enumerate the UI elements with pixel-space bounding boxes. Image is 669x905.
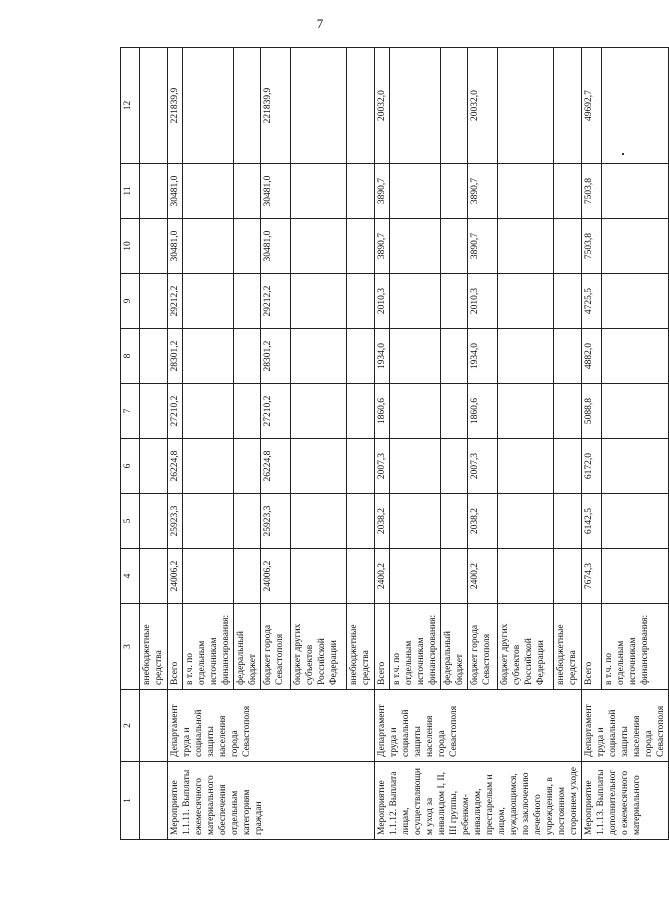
value-cell	[441, 439, 468, 494]
value-cell: 2007,3	[375, 439, 390, 494]
value-cell	[441, 384, 468, 439]
value-cell	[234, 329, 261, 384]
value-cell: 27210,2	[261, 384, 291, 439]
value-cell	[554, 549, 582, 604]
event-cell: Мероприятие 1.1.12. Выплата лицам, осуществляющим уход за инвалидом I, II, III группы, ребенком-инвалидом, престарелым и лицом, нуждающимся, по заключению лечебного учреждения, в постоянном стороннем уходе	[375, 762, 582, 840]
value-cell	[183, 549, 234, 604]
value-cell	[390, 329, 441, 384]
value-cell	[390, 494, 441, 549]
source-cell: в т.ч. по отдельным источникам финансирования:	[183, 604, 234, 690]
value-cell	[234, 219, 261, 274]
table-row	[375, 48, 390, 840]
value-cell	[183, 48, 234, 164]
value-cell	[390, 384, 441, 439]
value-cell	[554, 329, 582, 384]
column-number: 7	[121, 384, 140, 439]
value-cell: 20032,0	[468, 48, 498, 164]
value-cell: 221839,9	[261, 48, 291, 164]
value-cell	[390, 439, 441, 494]
value-cell: 3890,7	[375, 164, 390, 219]
column-number: 3	[121, 604, 140, 690]
value-cell: 28301,2	[168, 329, 183, 384]
executor-cell: Департамент труда и социальной защиты населения города Севастополя	[168, 690, 375, 762]
value-cell	[441, 164, 468, 219]
value-cell: 7674,3	[582, 549, 602, 604]
value-cell	[441, 274, 468, 329]
value-cell: 24006,2	[168, 549, 183, 604]
value-cell: 2038,2	[375, 494, 390, 549]
column-number: 8	[121, 329, 140, 384]
value-cell	[183, 384, 234, 439]
value-cell	[498, 329, 554, 384]
value-cell	[347, 439, 375, 494]
value-cell	[601, 274, 668, 329]
value-cell	[390, 48, 441, 164]
value-cell: 26224,8	[261, 439, 291, 494]
value-cell: 1934,0	[375, 329, 390, 384]
value-cell: 26224,8	[168, 439, 183, 494]
value-cell: 49692,7	[582, 48, 602, 164]
source-cell: внебюджетные средства	[347, 604, 375, 690]
value-cell: 1934,0	[468, 329, 498, 384]
value-cell	[234, 48, 261, 164]
value-cell: 6142,5	[582, 494, 602, 549]
value-cell	[554, 384, 582, 439]
value-cell	[183, 329, 234, 384]
source-cell: в т.ч. по отдельным источникам финансирования:	[601, 604, 668, 690]
value-cell	[554, 439, 582, 494]
value-cell	[183, 439, 234, 494]
value-cell	[554, 164, 582, 219]
value-cell: 1860,6	[468, 384, 498, 439]
value-cell: 2010,3	[468, 274, 498, 329]
value-cell	[390, 219, 441, 274]
value-cell: 4725,5	[582, 274, 602, 329]
event-cell: Мероприятие 1.1.11. Выплаты ежемесячного материального обеспечения отдельным категориям граждан	[168, 762, 375, 840]
executor-cell: Департамент труда и социальной защиты населения города Севастополя	[375, 690, 582, 762]
value-cell	[140, 48, 168, 164]
value-cell	[140, 219, 168, 274]
value-cell	[291, 384, 347, 439]
value-cell	[601, 549, 668, 604]
value-cell	[347, 384, 375, 439]
value-cell	[234, 549, 261, 604]
value-cell	[183, 219, 234, 274]
value-cell: 5088,8	[582, 384, 602, 439]
source-cell: бюджет города Севастополя	[468, 604, 498, 690]
value-cell	[291, 48, 347, 164]
column-number-row	[121, 48, 140, 840]
event-cell: Мероприятие 1.1.13. Выплаты дополнительного ежемесячного материального	[582, 762, 669, 840]
value-cell	[441, 494, 468, 549]
value-cell	[291, 274, 347, 329]
value-cell	[601, 439, 668, 494]
column-number: 12	[121, 48, 140, 164]
value-cell: 6172,0	[582, 439, 602, 494]
value-cell: 4882,0	[582, 329, 602, 384]
value-cell	[140, 494, 168, 549]
value-cell: 28301,2	[261, 329, 291, 384]
value-cell	[441, 549, 468, 604]
value-cell	[390, 274, 441, 329]
value-cell: 3890,7	[468, 164, 498, 219]
source-cell: федеральный бюджет	[234, 604, 261, 690]
value-cell: 221839,9	[168, 48, 183, 164]
value-cell	[291, 329, 347, 384]
value-cell	[140, 274, 168, 329]
value-cell: 7503,8	[582, 219, 602, 274]
value-cell	[291, 549, 347, 604]
value-cell	[140, 439, 168, 494]
value-cell	[554, 494, 582, 549]
value-cell	[554, 219, 582, 274]
source-cell: федеральный бюджет	[441, 604, 468, 690]
value-cell	[347, 274, 375, 329]
value-cell	[554, 48, 582, 164]
event-cell	[140, 762, 168, 840]
value-cell	[347, 549, 375, 604]
value-cell	[441, 329, 468, 384]
value-cell: 3890,7	[375, 219, 390, 274]
value-cell	[601, 494, 668, 549]
source-cell: внебюджетные средства	[140, 604, 168, 690]
value-cell	[140, 164, 168, 219]
value-cell	[291, 219, 347, 274]
value-cell	[234, 494, 261, 549]
value-cell: 1860,6	[375, 384, 390, 439]
carryover-row	[140, 48, 168, 840]
value-cell: 27210,2	[168, 384, 183, 439]
value-cell	[498, 494, 554, 549]
value-cell	[234, 164, 261, 219]
value-cell: 2007,3	[468, 439, 498, 494]
value-cell	[498, 164, 554, 219]
value-cell	[140, 384, 168, 439]
value-cell	[291, 439, 347, 494]
column-number: 5	[121, 494, 140, 549]
value-cell: 30481,0	[261, 164, 291, 219]
value-cell	[441, 48, 468, 164]
value-cell	[601, 384, 668, 439]
value-cell: 25923,3	[168, 494, 183, 549]
value-cell	[601, 329, 668, 384]
value-cell	[390, 164, 441, 219]
column-number: 9	[121, 274, 140, 329]
value-cell	[291, 494, 347, 549]
value-cell: 30481,0	[168, 164, 183, 219]
value-cell	[390, 549, 441, 604]
source-cell: Всего	[582, 604, 602, 690]
value-cell	[601, 48, 668, 164]
value-cell	[183, 494, 234, 549]
value-cell: 2400,2	[375, 549, 390, 604]
rotated-table-frame	[120, 48, 666, 840]
table-row	[582, 48, 602, 840]
value-cell: 24006,2	[261, 549, 291, 604]
value-cell	[601, 164, 668, 219]
value-cell: 29212,2	[168, 274, 183, 329]
value-cell	[498, 439, 554, 494]
source-cell: Всего	[168, 604, 183, 690]
value-cell	[554, 274, 582, 329]
column-number: 1	[121, 762, 140, 840]
value-cell	[498, 274, 554, 329]
column-number: 11	[121, 164, 140, 219]
value-cell	[234, 274, 261, 329]
value-cell: 30481,0	[168, 219, 183, 274]
value-cell	[234, 439, 261, 494]
column-number: 2	[121, 690, 140, 762]
table-row	[168, 48, 183, 840]
value-cell: 30481,0	[261, 219, 291, 274]
value-cell	[498, 219, 554, 274]
value-cell	[441, 219, 468, 274]
source-cell: бюджет других субъектов Российской Федерации	[291, 604, 347, 690]
column-number: 10	[121, 219, 140, 274]
value-cell: 7503,8	[582, 164, 602, 219]
value-cell	[498, 549, 554, 604]
value-cell	[498, 384, 554, 439]
executor-cell	[140, 690, 168, 762]
value-cell	[183, 164, 234, 219]
source-cell: бюджет других субъектов Российской Федерации	[498, 604, 554, 690]
column-number: 4	[121, 549, 140, 604]
page-number: 7	[316, 16, 324, 31]
value-cell: 2038,2	[468, 494, 498, 549]
column-number: 6	[121, 439, 140, 494]
value-cell: 2400,2	[468, 549, 498, 604]
value-cell	[234, 384, 261, 439]
source-cell: Всего	[375, 604, 390, 690]
source-cell: внебюджетные средства	[554, 604, 582, 690]
value-cell: 20032,0	[375, 48, 390, 164]
value-cell	[183, 274, 234, 329]
value-cell: 25923,3	[261, 494, 291, 549]
source-cell: бюджет города Севастополя	[261, 604, 291, 690]
value-cell: 2010,3	[375, 274, 390, 329]
value-cell	[140, 549, 168, 604]
value-cell	[347, 329, 375, 384]
value-cell	[347, 48, 375, 164]
value-cell	[347, 164, 375, 219]
value-cell	[601, 219, 668, 274]
value-cell	[140, 329, 168, 384]
executor-cell: Департамент труда и социальной защиты населения города Севастополя	[582, 690, 669, 762]
value-cell	[347, 494, 375, 549]
value-cell	[498, 48, 554, 164]
source-cell: в т.ч. по отдельным источникам финансирования:	[390, 604, 441, 690]
value-cell: 29212,2	[261, 274, 291, 329]
value-cell: 3890,7	[468, 219, 498, 274]
value-cell	[347, 219, 375, 274]
financing-table	[120, 47, 669, 840]
value-cell	[291, 164, 347, 219]
